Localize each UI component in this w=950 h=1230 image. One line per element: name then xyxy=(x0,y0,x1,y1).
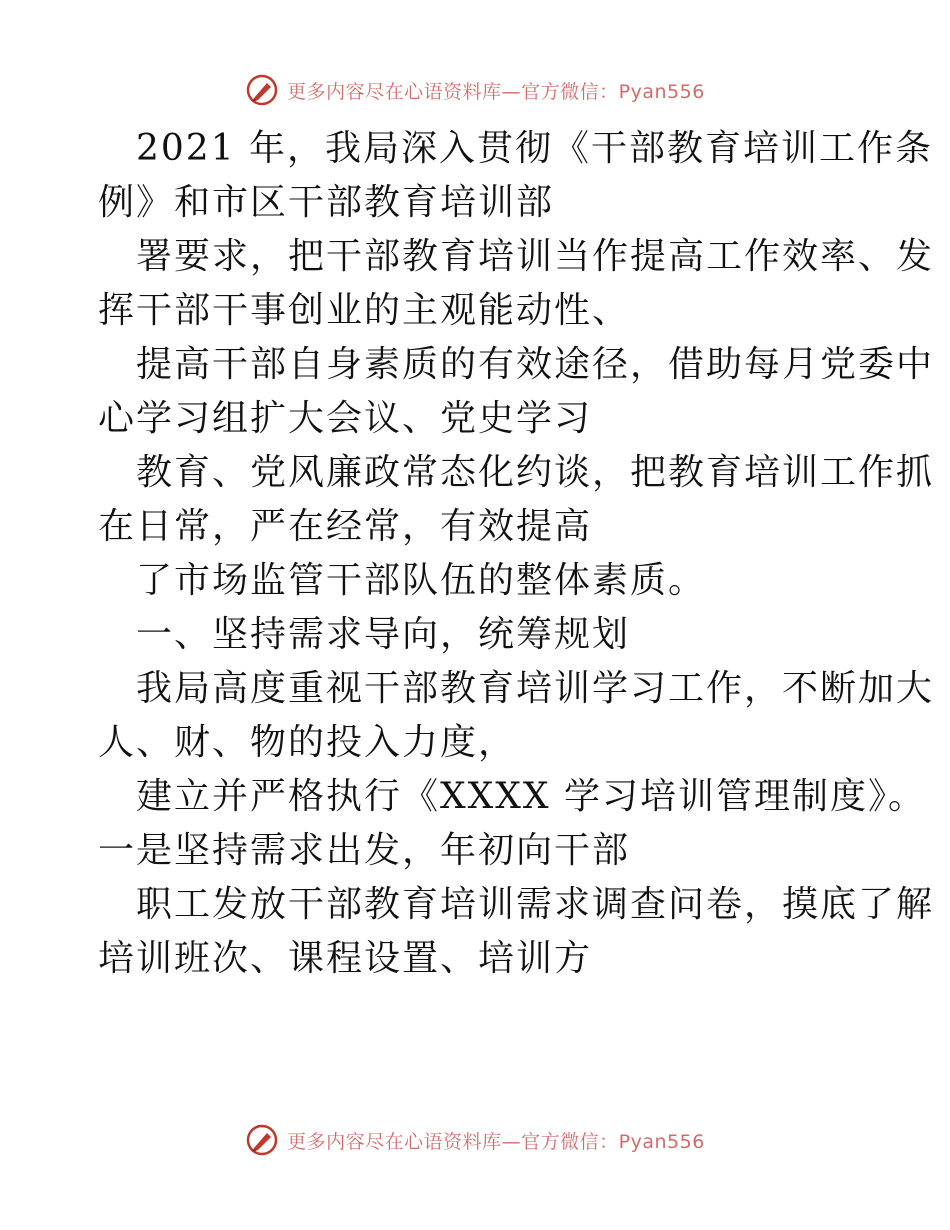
text-line: 职工发放干部教育培训需求调查问卷，摸底了解 xyxy=(136,884,935,925)
watermark-text: 更多内容尽在心语资料库—官方微信：Pyan556 xyxy=(287,80,705,103)
text-line: 一是坚持需求出发，年初向干部 xyxy=(98,830,631,871)
text-line: 例》和市区干部教育培训部 xyxy=(98,182,555,223)
text-line: 培训班次、课程设置、培训方 xyxy=(98,938,593,979)
text-line: 建立并严格执行《XXXX 学习培训管理制度》。 xyxy=(136,776,926,817)
pen-logo-icon xyxy=(245,73,279,107)
document-body xyxy=(98,122,935,986)
header-watermark xyxy=(0,70,950,110)
text-line: 心学习组扩大会议、党史学习 xyxy=(98,398,593,439)
text-line: 人、财、物的投入力度， xyxy=(98,722,517,763)
text-line: 挥干部干事创业的主观能动性、 xyxy=(98,290,631,331)
section-heading: 一、坚持需求导向，统筹规划 xyxy=(136,614,631,655)
text-line: 我局高度重视干部教育培训学习工作，不断加大 xyxy=(136,668,935,709)
text-line: 提高干部自身素质的有效途径，借助每月党委中 xyxy=(136,344,935,385)
watermark-text: 更多内容尽在心语资料库—官方微信：Pyan556 xyxy=(287,1130,705,1153)
text-line: 2021 年，我局深入贯彻《干部教育培训工作条 xyxy=(136,128,934,169)
pen-logo-icon xyxy=(245,1123,279,1157)
text-line: 了市场监管干部队伍的整体素质。 xyxy=(136,560,707,601)
text-line: 教育、党风廉政常态化约谈，把教育培训工作抓 xyxy=(136,452,935,493)
footer-watermark xyxy=(0,1120,950,1160)
text-line: 署要求，把干部教育培训当作提高工作效率、发 xyxy=(136,236,935,277)
text-line: 在日常，严在经常，有效提高 xyxy=(98,506,593,547)
